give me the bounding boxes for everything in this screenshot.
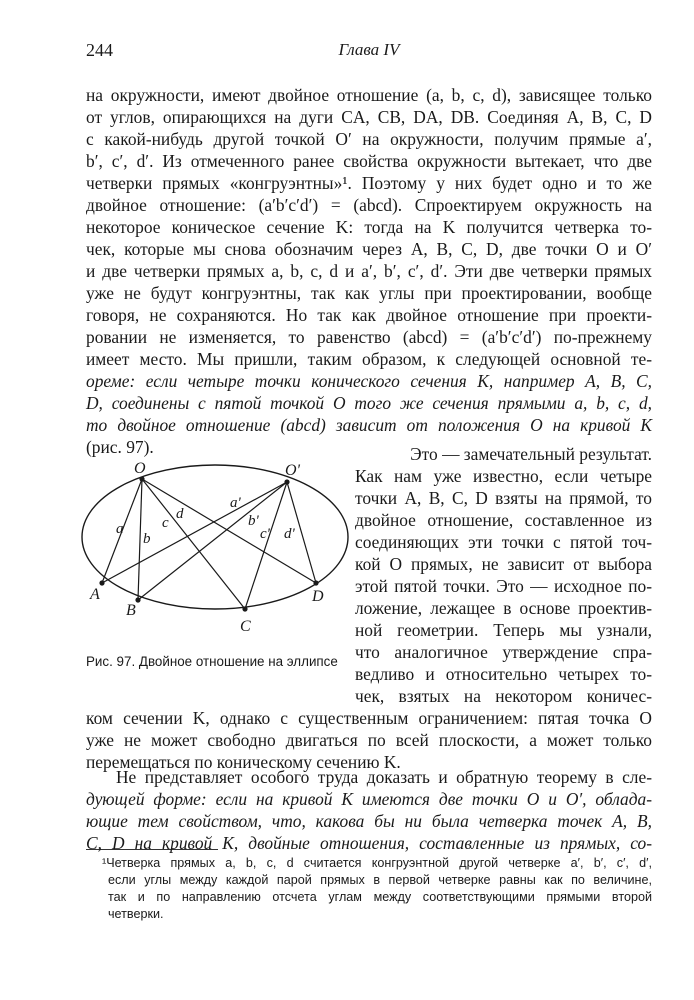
- label-D: D: [312, 588, 324, 605]
- footnote-line: ¹Четверка прямых a, b, c, d считается конгруэнтной другой четверке a′, b′, c′, d′,: [102, 856, 652, 870]
- side-text-line: ложение, лежащее в основе проектив-: [355, 598, 652, 618]
- theorem-line: D, соединены с пятой точкой O того же сечения прямыми a, b, c, d,: [86, 393, 652, 413]
- side-text-line: что аналогичное утверждение спра-: [355, 642, 652, 662]
- ellipse-diagram: [80, 455, 350, 640]
- point-B: [135, 597, 140, 602]
- label-line-b: b: [143, 531, 151, 547]
- page-header: [86, 40, 652, 64]
- label-line-b-prime: b': [248, 513, 259, 529]
- theorem-line: ющие тем свойством, что, какова бы ни была четверка точек A, B,: [86, 811, 652, 831]
- page-number: 244: [86, 40, 113, 60]
- label-A: A: [90, 586, 100, 603]
- label-line-a: a: [116, 521, 124, 537]
- text-line: уже не будут конгруэнтны, так как углы при проектировании, вообще: [86, 283, 652, 303]
- point-D: [313, 580, 318, 585]
- footnote-line: если углы между каждой парой прямых в первой четверке равны как по величине,: [108, 873, 652, 887]
- side-text-line: двойное отношение, составленное из: [355, 510, 652, 530]
- side-text-line: точки A, B, C, D взяты на прямой, то: [355, 488, 652, 508]
- label-line-d-prime: d': [284, 526, 295, 542]
- text-line: некоторое коническое сечение K: тогда на K получится четверка то-: [86, 217, 652, 237]
- text-line: уже не может свободно двигаться по всей плоскости, а может только: [86, 730, 652, 750]
- label-line-c-prime: c': [260, 526, 270, 542]
- side-text-line: Как нам уже известно, если четыре: [355, 466, 652, 486]
- side-text-line: соединяющих эти точки с пятой точ-: [355, 532, 652, 552]
- point-O: [139, 476, 144, 481]
- text-line: говоря, не сохраняются. Но так как двойное отношение при проекти-: [86, 305, 652, 325]
- label-O: O: [134, 460, 146, 477]
- theorem-line: то двойное отношение (abcd) зависит от положения O на кривой K: [86, 415, 652, 435]
- text-line: ровании не изменяется, то равенство (abcd) = (a′b′c′d′) по-прежнему: [86, 327, 652, 347]
- ellipse: [82, 465, 348, 609]
- footnote-line: четверки.: [108, 907, 164, 921]
- text-line: с какой-нибудь другой точкой O′ на окружности, получим прямые a′,: [86, 129, 652, 149]
- text-line: ком сечении K, однако с существенным ограничением: пятая точка O: [86, 708, 652, 728]
- label-line-c: c: [162, 515, 169, 531]
- text-line: двойное отношение: (a′b′c′d′) = (abcd). Спроектируем окружность на: [86, 195, 652, 215]
- text-line: имеет место. Мы пришли, таким образом, к следующей основной те-: [86, 349, 652, 369]
- text-line: и две четверки прямых a, b, c, d и a′, b′, c′, d′. Эти две четверки прямых: [86, 261, 652, 281]
- side-text-line: Это — замечательный результат.: [410, 444, 652, 464]
- label-line-a-prime: a': [230, 495, 241, 511]
- side-text-line: этой пятой точки. Это — исходное по-: [355, 576, 652, 596]
- theorem-line: дующей форме: если на кривой K имеются две точки O и O′, облада-: [86, 789, 652, 809]
- text-line: на окружности, имеют двойное отношение (a, b, c, d), зависящее только: [86, 85, 652, 105]
- side-text-line: ной геометрии. Теперь мы узнали,: [355, 620, 652, 640]
- line-b: [138, 479, 142, 600]
- point-C: [242, 606, 247, 611]
- text-line: чек, которые мы снова обозначим через A, B, C, D, две точки O и O′: [86, 239, 652, 259]
- label-B: B: [126, 602, 136, 619]
- text-line: от углов, опирающихся на дуги CA, CB, DA, DB. Соединяя A, B, C, D: [86, 107, 652, 127]
- text-line: Не представляет особого труда доказать и обратную теорему в сле-: [116, 767, 652, 787]
- point-O-prime: [284, 479, 289, 484]
- figure-caption: Рис. 97. Двойное отношение на эллипсе: [86, 654, 338, 669]
- figure-97: [80, 455, 350, 640]
- side-text-line: чек, взятых на некотором коничес-: [355, 686, 652, 706]
- footnote-line: так и по направлению отсчета углам между соответствующими прямыми второй: [108, 890, 652, 904]
- side-text-line: ведливо и относительно четырех то-: [355, 664, 652, 684]
- text-line: перемещаться по коническому сечению K.: [86, 752, 401, 772]
- text-line: четверки прямых «конгруэнтны»¹. Поэтому у них будет одно и то же: [86, 173, 652, 193]
- running-title: Глава IV: [338, 40, 400, 59]
- text-line: b′, c′, d′. Из отмеченного ранее свойства окружности вытекает, что две: [86, 151, 652, 171]
- label-O-prime: O': [285, 462, 300, 479]
- label-line-d: d: [176, 506, 184, 522]
- label-C: C: [240, 618, 251, 635]
- theorem-line: ореме: если четыре точки конического сечения K, например A, B, C,: [86, 371, 652, 391]
- text-line: (рис. 97).: [86, 437, 154, 457]
- point-A: [99, 580, 104, 585]
- side-text-line: кой O прямых, не зависит от выбора: [355, 554, 652, 574]
- theorem-line: C, D на кривой K, двойные отношения, составленные из прямых, со-: [86, 833, 652, 853]
